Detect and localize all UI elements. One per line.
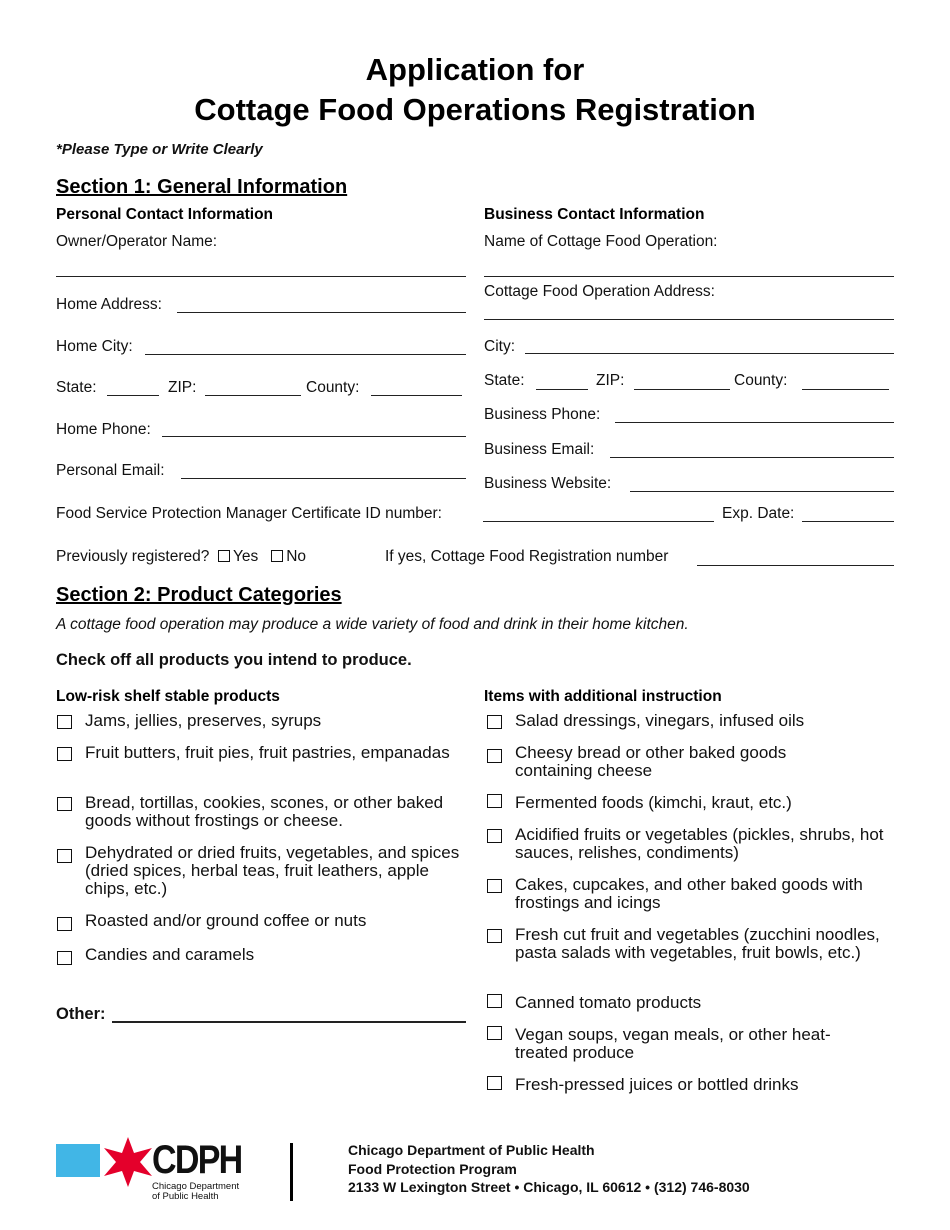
star-icon [102, 1136, 154, 1188]
product-item-acidified[interactable]: Acidified fruits or vegetables (pickles, shrubs, hot sauces, relishes, condiments) [487, 826, 897, 862]
product-item-canned-tomato[interactable]: Canned tomato products [487, 994, 897, 1012]
product-item-jams[interactable]: Jams, jellies, preserves, syrups [57, 712, 467, 730]
business-name-field[interactable] [484, 276, 894, 277]
product-checkbox[interactable] [487, 1026, 502, 1040]
previously-registered-row [56, 548, 306, 566]
page-title-line2: Cottage Food Operations Registration [194, 92, 756, 127]
product-checkbox[interactable] [487, 879, 502, 893]
home-county-field[interactable] [371, 395, 462, 396]
footer-org-info [348, 1141, 750, 1197]
business-state-field[interactable] [536, 389, 588, 390]
product-checkbox[interactable] [487, 1076, 502, 1090]
registration-number-field[interactable] [697, 565, 894, 566]
product-checkbox[interactable] [57, 715, 72, 729]
product-item-salad-dressings[interactable]: Salad dressings, vinegars, infused oils [487, 712, 897, 730]
instruction-note: *Please Type or Write Clearly [56, 141, 263, 158]
owner-name-field[interactable] [56, 276, 466, 277]
personal-email-field[interactable] [181, 478, 466, 479]
business-website-label: Business Website: [484, 475, 612, 492]
product-item-dehydrated[interactable]: Dehydrated or dried fruits, vegetables, and spices (dried spices, herbal teas, fruit leathers, apple chips, etc.) [57, 844, 469, 898]
owner-name-label: Owner/Operator Name: [56, 233, 218, 250]
section1-heading: Section 1: General Information [56, 176, 348, 198]
certificate-id-field[interactable] [483, 521, 714, 522]
business-county-field[interactable] [802, 389, 889, 390]
certificate-id-label: Food Service Protection Manager Certificate ID number: [56, 505, 442, 522]
product-item-cakes[interactable]: Cakes, cupcakes, and other baked goods with frostings and icings [487, 876, 897, 912]
footer-address: 2133 W Lexington Street • Chicago, IL 60612 • (312) 746-8030 [348, 1179, 750, 1195]
business-website-field[interactable] [630, 491, 894, 492]
product-item-candies[interactable]: Candies and caramels [57, 946, 467, 964]
product-checkbox[interactable] [57, 849, 72, 863]
other-field[interactable] [112, 1021, 466, 1023]
footer-program: Food Protection Program [348, 1160, 517, 1177]
product-checkbox[interactable] [57, 747, 72, 761]
low-risk-heading: Low-risk shelf stable products [56, 688, 280, 705]
product-item-fruit-butters[interactable]: Fruit butters, fruit pies, fruit pastries, empanadas [57, 744, 467, 762]
other-label: Other: [56, 1005, 106, 1023]
business-contact-heading: Business Contact Information [484, 206, 705, 223]
exp-date-label: Exp. Date: [722, 505, 795, 522]
business-county-label: County: [734, 372, 788, 389]
product-checkbox[interactable] [487, 749, 502, 763]
home-zip-label: ZIP: [168, 379, 197, 396]
product-item-fresh-cut[interactable]: Fresh cut fruit and vegetables (zucchini noodles, pasta salads with vegetables, fruit bowls, etc.) [487, 926, 882, 962]
product-checkbox[interactable] [57, 917, 72, 931]
home-city-label: Home City: [56, 338, 133, 355]
no-checkbox[interactable] [271, 550, 283, 562]
product-checkbox[interactable] [487, 929, 502, 943]
business-address-label: Cottage Food Operation Address: [484, 283, 715, 300]
business-email-field[interactable] [610, 457, 894, 458]
logo-subtext-2: of Public Health [152, 1191, 219, 1202]
business-zip-field[interactable] [634, 389, 730, 390]
home-city-field[interactable] [145, 354, 466, 355]
registration-number-label: If yes, Cottage Food Registration number [385, 548, 669, 565]
product-item-fermented[interactable]: Fermented foods (kimchi, kraut, etc.) [487, 794, 897, 812]
footer-divider [290, 1143, 293, 1201]
product-item-vegan[interactable]: Vegan soups, vegan meals, or other heat-treated produce [487, 1026, 867, 1062]
home-address-field[interactable] [177, 312, 466, 313]
business-zip-label: ZIP: [596, 372, 625, 389]
yes-checkbox[interactable] [218, 550, 230, 562]
previously-registered-label: Previously registered? [56, 548, 210, 565]
business-address-field[interactable] [484, 319, 894, 320]
product-checkbox[interactable] [487, 794, 502, 808]
section2-intro: A cottage food operation may produce a wide variety of food and drink in their home kitchen. [56, 616, 689, 633]
personal-contact-heading: Personal Contact Information [56, 206, 274, 223]
product-item-coffee-nuts[interactable]: Roasted and/or ground coffee or nuts [57, 912, 467, 930]
product-checkbox[interactable] [487, 994, 502, 1008]
home-zip-field[interactable] [205, 395, 301, 396]
no-label: No [286, 548, 307, 565]
product-item-cheesy-bread[interactable]: Cheesy bread or other baked goods containing cheese [487, 744, 867, 780]
business-phone-label: Business Phone: [484, 406, 601, 423]
business-name-label: Name of Cottage Food Operation: [484, 233, 718, 250]
home-county-label: County: [306, 379, 360, 396]
additional-instruction-heading: Items with additional instruction [484, 688, 722, 705]
exp-date-field[interactable] [802, 521, 894, 522]
section2-heading: Section 2: Product Categories [56, 584, 342, 606]
business-phone-field[interactable] [615, 422, 894, 423]
home-state-label: State: [56, 379, 97, 396]
logo-blue-block [56, 1144, 100, 1177]
product-checkbox[interactable] [57, 797, 72, 811]
product-item-bread[interactable]: Bread, tortillas, cookies, scones, or other baked goods without frostings or cheese. [57, 794, 467, 830]
product-checkbox[interactable] [57, 951, 72, 965]
home-state-field[interactable] [107, 395, 159, 396]
logo-cdph-text: CDPH [152, 1138, 242, 1182]
product-checkbox[interactable] [487, 829, 502, 843]
business-state-label: State: [484, 372, 525, 389]
cdph-logo [56, 1136, 246, 1206]
logo-subtext-1: Chicago Department [152, 1181, 240, 1192]
yes-label: Yes [232, 548, 259, 565]
home-phone-label: Home Phone: [56, 421, 151, 438]
product-checkbox[interactable] [487, 715, 502, 729]
section2-instruction: Check off all products you intend to produce. [56, 651, 412, 669]
footer-org-name: Chicago Department of Public Health [348, 1142, 595, 1158]
home-address-label: Home Address: [56, 296, 162, 313]
business-city-field[interactable] [525, 353, 894, 354]
page-title-line1: Application for [365, 52, 585, 87]
business-email-label: Business Email: [484, 441, 595, 458]
product-item-juices[interactable]: Fresh-pressed juices or bottled drinks [487, 1076, 897, 1094]
home-phone-field[interactable] [162, 436, 466, 437]
personal-email-label: Personal Email: [56, 462, 165, 479]
business-city-label: City: [484, 338, 515, 355]
